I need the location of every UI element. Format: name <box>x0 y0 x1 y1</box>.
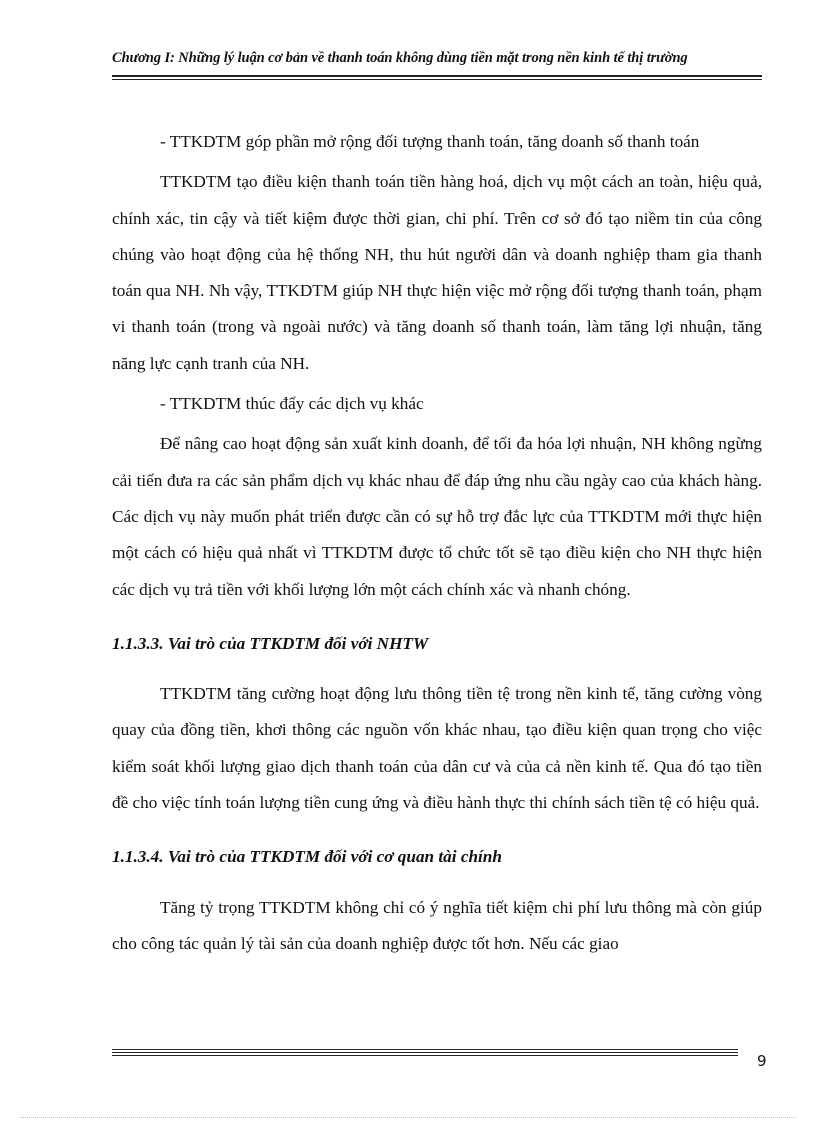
bullet-other-services: - TTKDTM thúc đẩy các dịch vụ khác <box>160 394 424 414</box>
page-number: 9 <box>757 1052 767 1070</box>
header-rule-thin <box>112 79 762 80</box>
page-bottom-border <box>20 1117 796 1118</box>
section-heading-finance: 1.1.3.4. Vai trò của TTKDTM đối với cơ quan tài chính <box>112 847 502 867</box>
header-rule <box>112 75 762 77</box>
paragraph-payment-scope: TTKDTM tạo điều kiện thanh toán tiền hàng hoá, dịch vụ một cách an toàn, hiệu quả, chính xác, tin cậy và tiết kiệm được thời gian, chi phí. Trên cơ sở đó tạo niềm tin của công chúng vào hoạt động của hệ thống NH, thu hút người dân và doanh nghiệp tham gia thanh toán qua NH. Nh vậy, TTKDTM giúp NH thực hiện việc mở rộng đối tượng thanh toán, phạm vi thanh toán (trong và ngoài nước) và tăng doanh số thanh toán, làm tăng lợi nhuận, tăng năng lực cạnh tranh của NH. <box>112 172 762 373</box>
page-header: Chương I: Những lý luận cơ bản về thanh toán không dùng tiền mặt trong nền kinh tế thị trường <box>112 50 688 66</box>
paragraph-finance: Tăng tỷ trọng TTKDTM không chỉ có ý nghĩa tiết kiệm chi phí lưu thông mà còn giúp cho công tác quản lý tài sản của doanh nghiệp được tốt hơn. Nếu các giao <box>112 897 762 953</box>
paragraph-other-services: Để nâng cao hoạt động sản xuất kinh doanh, để tối đa hóa lợi nhuận, NH không ngừng cải tiến đưa ra các sản phẩm dịch vụ khác nhau để đáp ứng nhu cầu ngày cao của khách hàng. Các dịch vụ này muốn phát triển được cần có sự hỗ trợ đắc lực của TTKDTM mới thực hiện một cách có hiệu quả nhất vì TTKDTM được tổ chức tốt sẽ tạo điều kiện cho NH thực hiện các dịch vụ trả tiền với khối lượng lớn một cách chính xác và nhanh chóng. <box>112 434 762 599</box>
page-content <box>112 120 762 962</box>
section-heading-nhtw: 1.1.3.3. Vai trò của TTKDTM đối với NHTW <box>112 633 429 653</box>
paragraph-nhtw: TTKDTM tăng cường hoạt động lưu thông tiền tệ trong nền kinh tế, tăng cường vòng quay của đồng tiền, khơi thông các nguồn vốn khác nhau, tạo điều kiện quan trọng cho việc kiểm soát khối lượng giao dịch thanh toán của dân cư và của cả nền kinh tế. Qua đó tạo tiền đề cho việc tính toán lượng tiền cung ứng và điều hành thực thi chính sách tiền tệ có hiệu quả. <box>112 684 762 813</box>
bullet-payment-scope: - TTKDTM góp phần mở rộng đối tượng thanh toán, tăng doanh số thanh toán <box>160 132 700 151</box>
footer-rule <box>112 1052 738 1053</box>
footer-rule <box>112 1055 738 1056</box>
footer-rule <box>112 1049 738 1050</box>
